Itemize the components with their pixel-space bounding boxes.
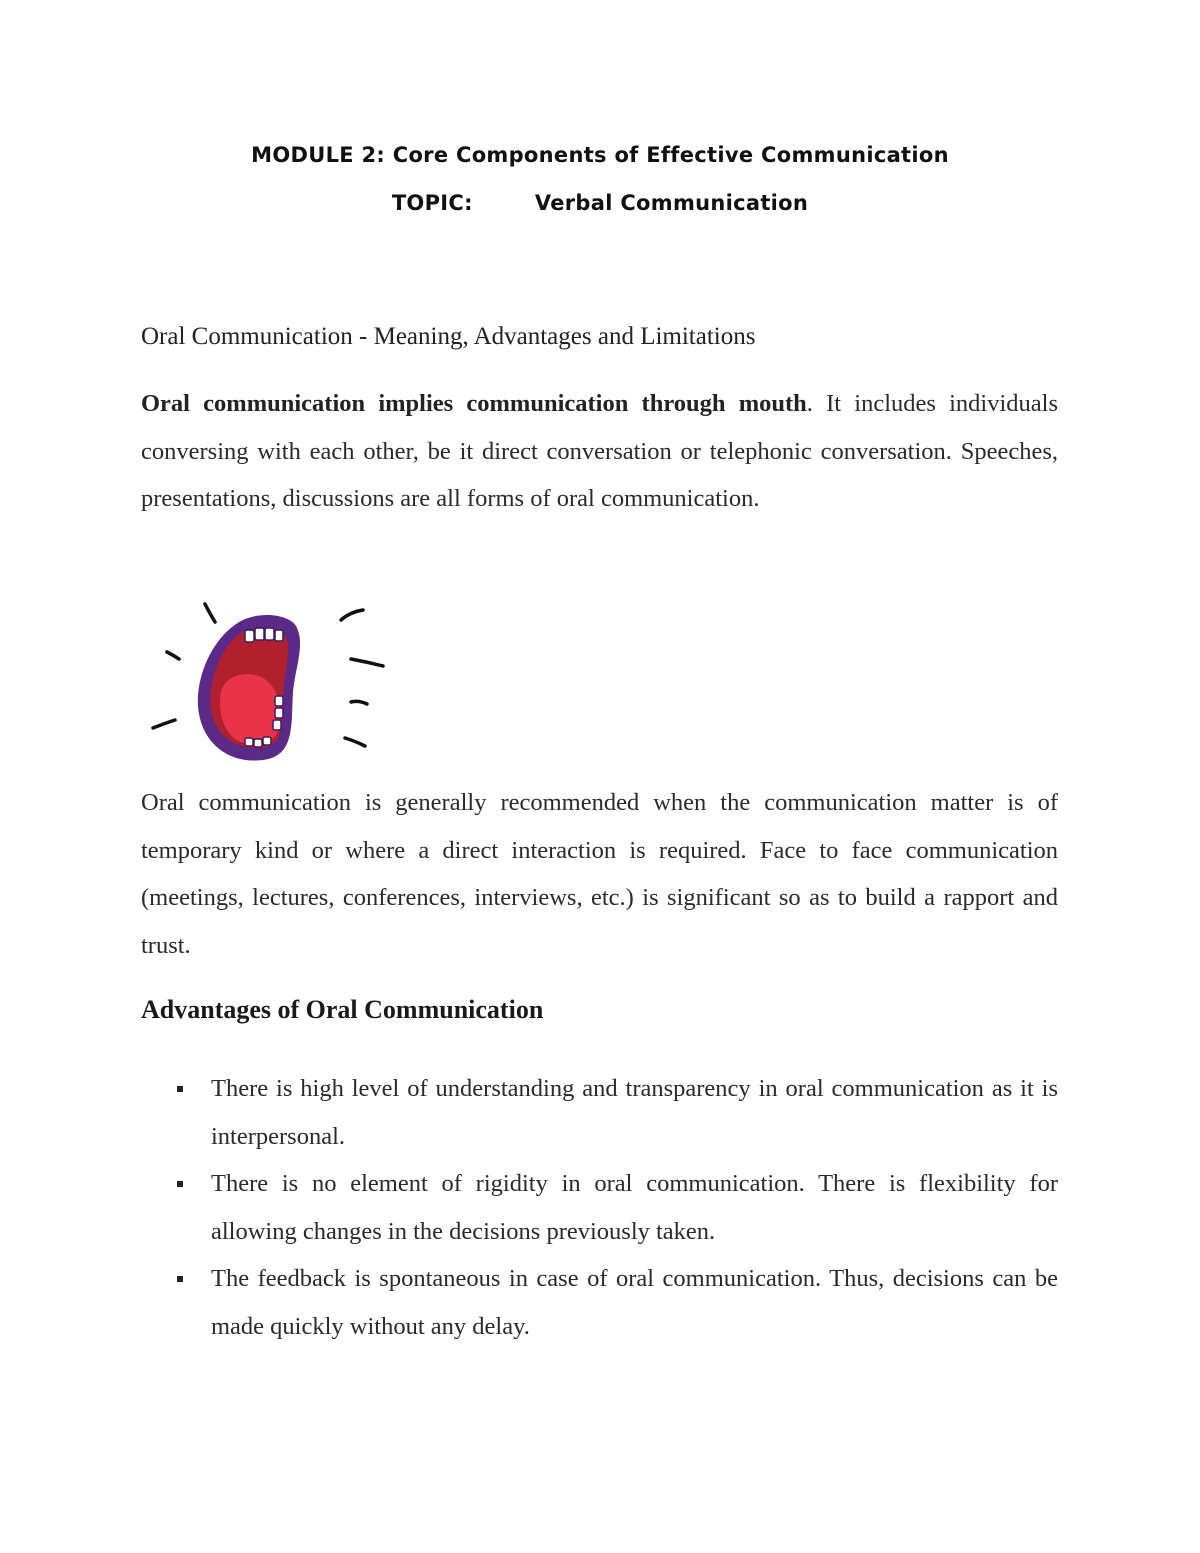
- list-item-text: The feedback is spontaneous in case of oral communication. Thus, decisions can be made quickly without any delay.: [211, 1265, 1058, 1340]
- section-subtitle: Oral Communication - Meaning, Advantages and Limitations: [141, 323, 756, 350]
- square-bullet-icon: [177, 1276, 183, 1282]
- list-item-text: There is no element of rigidity in oral communication. There is flexibility for allowing changes in the decisions previously taken.: [211, 1170, 1058, 1245]
- intro-bold-lead: Oral communication implies communication through mouth: [141, 390, 807, 417]
- square-bullet-icon: [177, 1086, 183, 1092]
- intro-rest: . It includes individuals conversing with each other, be it direct conversation or telephonic conversation. Speeches, presentations, discussions are all forms of oral communication.: [141, 390, 1059, 512]
- list-item-text: There is high level of understanding and transparency in oral communication as it is interpersonal.: [211, 1075, 1058, 1150]
- square-bullet-icon: [177, 1181, 183, 1187]
- intro-paragraph: [141, 380, 1058, 523]
- module-title: MODULE 2: Core Components of Effective Communication: [251, 143, 949, 167]
- topic-line: [0, 191, 1200, 215]
- advantages-list: [141, 1065, 1058, 1350]
- list-item: [141, 1255, 1058, 1350]
- topic-label: TOPIC:: [391, 191, 473, 215]
- list-item: [141, 1160, 1058, 1255]
- usage-paragraph: Oral communication is generally recommended when the communication matter is of temporary kind or where a direct interaction is required. Face to face communication (meetings, lectures, conferences, interviews, etc.) is significant so as to build a rapport and trust.: [141, 789, 1058, 959]
- advantages-heading: Advantages of Oral Communication: [141, 995, 544, 1024]
- shouting-mouth-icon: [145, 596, 395, 768]
- topic-value: Verbal Communication: [534, 191, 809, 215]
- list-item: [141, 1065, 1058, 1160]
